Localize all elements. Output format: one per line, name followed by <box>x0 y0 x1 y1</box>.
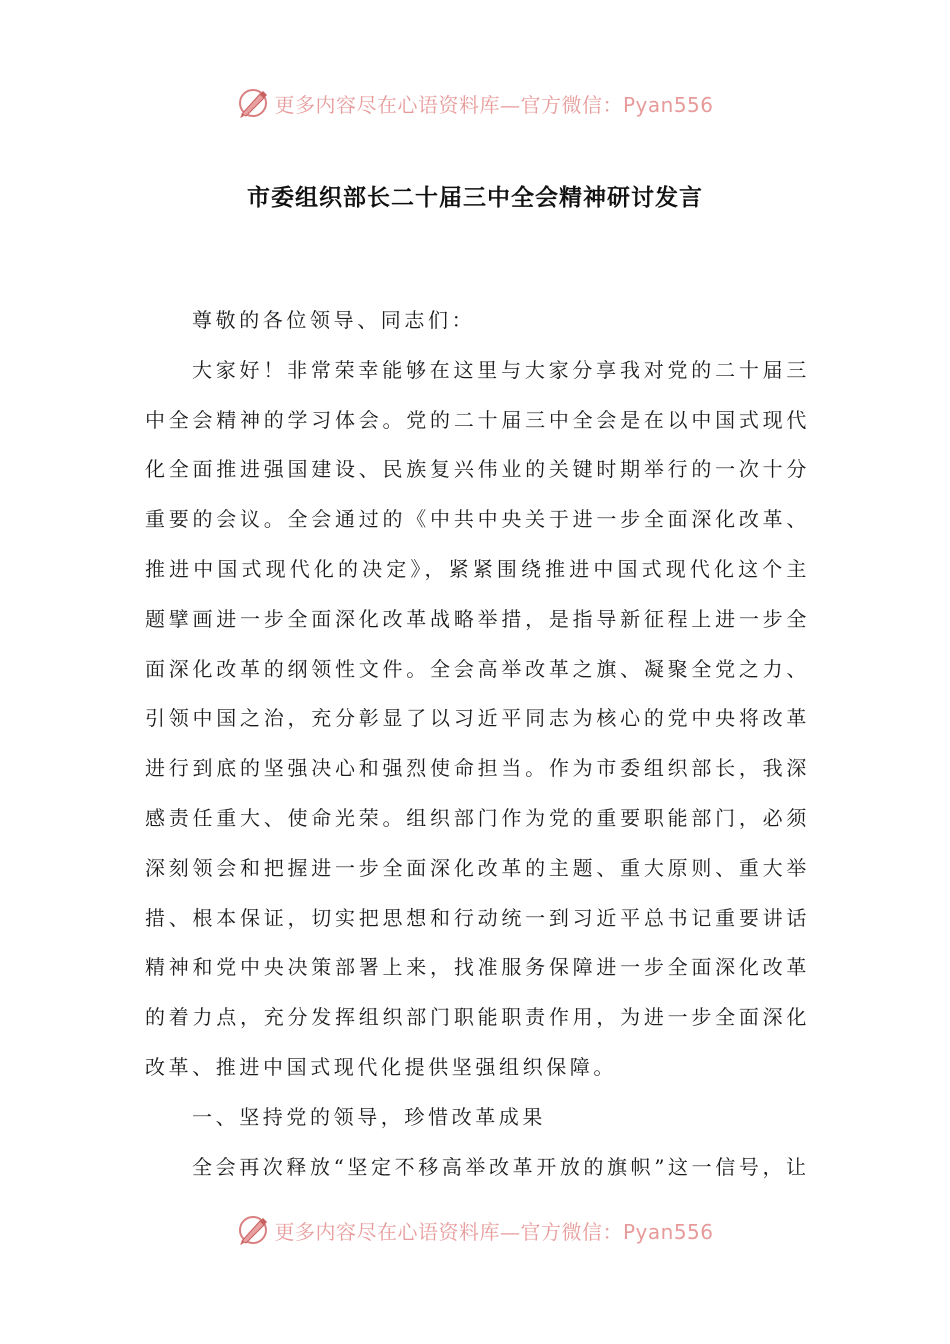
watermark-wechat-id: Pyan556 <box>622 92 714 117</box>
pen-logo-icon <box>236 1213 270 1247</box>
watermark-text: 更多内容尽在心语资料库—官方微信：Pyan556 <box>274 92 714 117</box>
paragraph-section-1: 全会再次释放“坚定不移高举改革开放的旗帜”这一信号，让 <box>192 1154 810 1179</box>
page-title: 市委组织部长二十届三中全会精神研讨发言 <box>247 185 703 211</box>
watermark-header <box>0 83 950 123</box>
pen-logo-icon <box>236 86 270 120</box>
paragraph-salutation: 尊敬的各位领导、同志们： <box>192 308 476 332</box>
section-heading-1: 一、坚持党的领导，珍惜改革成果 <box>192 1104 546 1129</box>
document-body <box>145 296 810 1192</box>
watermark-wechat-id: Pyan556 <box>622 1219 714 1244</box>
watermark-footer <box>0 1210 950 1250</box>
paragraph-intro: 大家好！非常荣幸能够在这里与大家分享我对党的二十届三中全会精神的学习体会。党的二十届三中全会是在以中国式现代化全面推进强国建设、民族复兴伟业的关键时期举行的一次十分重要的会议。全会通过的《中共中央关于进一步全面深化改革、推进中国式现代化的决定》，紧紧围绕推进中国式现代化这个主题擘画进一步全面深化改革战略举措，是指导新征程上进一步全面深化改革的纲领性文件。全会高举改革之旗、凝聚全党之力、引领中国之治，充分彰显了以习近平同志为核心的党中央将改革进行到底的坚强决心和强烈使命担当。作为市委组织部长，我深感责任重大、使命光荣。组织部门作为党的重要职能部门，必须深刻领会和把握进一步全面深化改革的主题、重大原则、重大举措、根本保证，切实把思想和行动统一到习近平总书记重要讲话精神和党中央决策部署上来，找准服务保障进一步全面深化改革的着力点，充分发挥组织部门职能职责作用，为进一步全面深化改革、推进中国式现代化提供坚强组织保障。 <box>145 357 810 1079</box>
watermark-text: 更多内容尽在心语资料库—官方微信：Pyan556 <box>274 1219 714 1244</box>
